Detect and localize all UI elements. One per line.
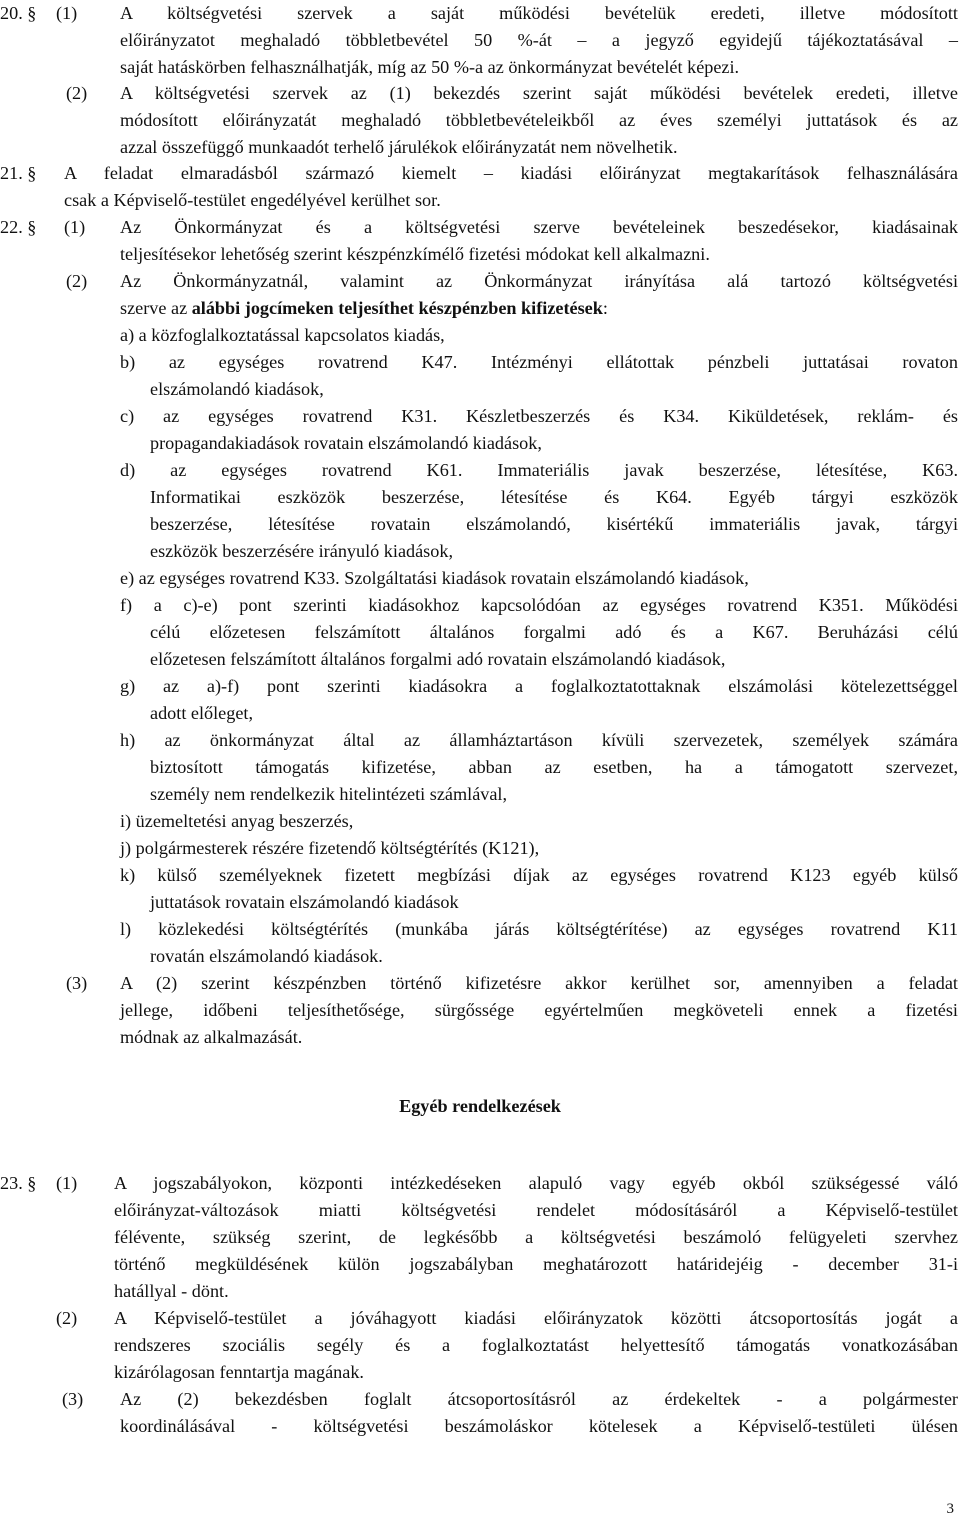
section-number-21: 21. §: [0, 163, 37, 183]
list-item-continuation: előzetesen felszámított általános forgalmi adó rovatain elszámolandó kiadások,: [150, 649, 726, 669]
text-line: előirányzat-változások miatti költségvetési rendelet módosításáról a Képviselő-testület: [114, 1200, 958, 1220]
list-item-continuation: Informatikai eszközök beszerzése, létesítése és K64. Egyéb tárgyi eszközök: [150, 487, 958, 507]
text-line: A feladat elmaradásból származó kiemelt – kiadási előirányzat megtakarítások felhasználására: [64, 163, 958, 183]
list-item-continuation: célú előzetesen felszámított általános forgalmi adó és a K67. Beruházási célú: [150, 622, 958, 642]
list-item: j) polgármesterek részére fizetendő költségtérítés (K121),: [120, 838, 540, 858]
text-line: módnak az alkalmazását.: [120, 1027, 303, 1047]
section-number-23: 23. §: [0, 1173, 37, 1193]
list-item: c) az egységes rovatrend K31. Készletbeszerzés és K34. Kiküldetések, reklám- és: [120, 406, 958, 426]
text-line: rendszeres szociális segély és a foglalkoztatást helyettesítő támogatás vonatkozásában: [114, 1335, 958, 1355]
list-item: i) üzemeltetési anyag beszerzés,: [120, 811, 354, 831]
list-item-continuation: juttatások rovatain elszámolandó kiadások: [150, 892, 459, 912]
text-line: teljesítésekor lehetőség szerint készpénzkímélő fizetési módokat kell alkalmazni.: [120, 244, 710, 264]
bold-phrase: alábbi jogcímeken teljesíthet készpénzben kifizetések: [191, 298, 603, 318]
list-item: h) az önkormányzat által az államháztartáson kívüli szervezetek, személyek számára: [120, 730, 958, 750]
text-line: koordinálásával - költségvetési beszámoláskor kötelesek a Képviselő-testületi ülésen: [120, 1416, 958, 1436]
text-line: Az (2) bekezdésben foglalt átcsoportosításról az érdekeltek - a polgármester: [120, 1389, 958, 1409]
text-line: kizárólagosan fenntartja magának.: [114, 1362, 364, 1382]
list-item-continuation: biztosított támogatás kifizetése, abban az esetben, ha a támogatott szervezet,: [150, 757, 958, 777]
paragraph-mark-20-1: (1): [56, 3, 78, 23]
paragraph-mark-23-2: (2): [56, 1308, 78, 1328]
page-number: 3: [946, 1501, 954, 1517]
list-item-continuation: propagandakiadások rovatain elszámolandó kiadások,: [150, 433, 542, 453]
text-line: hatállyal - dönt.: [114, 1281, 229, 1301]
paragraph-mark-20-2: (2): [66, 83, 88, 103]
list-item: d) az egységes rovatrend K61. Immateriális javak beszerzése, létesítése, K63.: [120, 460, 958, 480]
list-item: a) a közfoglalkoztatással kapcsolatos kiadás,: [120, 325, 445, 345]
text-line: A (2) szerint készpénzben történő kifizetésre akkor kerülhet sor, amennyiben a feladat: [120, 973, 958, 993]
list-item: g) az a)-f) pont szerinti kiadásokra a foglalkoztatottaknak elszámolási kötelezettséggel: [120, 676, 958, 696]
list-item: b) az egységes rovatrend K47. Intézményi ellátottak pénzbeli juttatásai rovaton: [120, 352, 958, 372]
paragraph-mark-23-3: (3): [62, 1389, 84, 1409]
text-line: előirányzatot meghaladó többletbevétel 50 %-át – a jegyző egyidejű tájékoztatásával –: [120, 30, 958, 50]
text-span: :: [602, 298, 608, 318]
text-line: A jogszabályokon, központi intézkedéseken alapuló vagy egyéb okból szükségessé váló: [114, 1173, 958, 1193]
text-line: módosított előirányzatát meghaladó többletbevételeikből az éves személyi juttatások és az: [120, 110, 958, 130]
list-item-continuation: adott előleget,: [150, 703, 254, 723]
text-line: félévente, szükség szerint, de legkésőbb a költségvetési beszámoló felügyeleti szervhez: [114, 1227, 958, 1247]
text-line: A Képviselő-testület a jóváhagyott kiadási előirányzatok közötti átcsoportosítás jogát a: [114, 1308, 958, 1328]
list-item: f) a c)-e) pont szerinti kiadásokhoz kapcsolódóan az egységes rovatrend K351. Működési: [120, 595, 958, 615]
list-item-continuation: elszámolandó kiadások,: [150, 379, 324, 399]
section-number-22: 22. §: [0, 217, 37, 237]
list-item-continuation: rovatán elszámolandó kiadások.: [150, 946, 383, 966]
text-span: szerve az: [120, 298, 192, 318]
paragraph-mark-23-1: (1): [56, 1173, 78, 1193]
text-line: azzal összefüggő munkaadót terhelő járulékok előirányzatát nem növelhetik.: [120, 137, 678, 157]
text-line: történő megküldésének külön jogszabályban meghatározott határidejéig - december 31-i: [114, 1254, 958, 1274]
text-line: Az Önkormányzatnál, valamint az Önkormányzat irányítása alá tartozó költségvetési: [120, 271, 958, 291]
list-item-continuation: eszközök beszerzésére irányuló kiadások,: [150, 541, 453, 561]
text-line: [120, 295, 608, 322]
list-item: k) külső személyeknek fizetett megbízási díjak az egységes rovatrend K123 egyéb külső: [120, 865, 958, 885]
text-line: Az Önkormányzat és a költségvetési szerve bevételeinek beszedésekor, kiadásainak: [120, 217, 958, 237]
text-line: jellege, időbeni teljesíthetősége, sürgőssége egyértelműen megköveteli ennek a fizetési: [120, 1000, 958, 1020]
section-heading: Egyéb rendelkezések: [399, 1096, 561, 1116]
text-line: csak a Képviselő-testület engedélyével kerülhet sor.: [64, 190, 441, 210]
paragraph-mark-22-2: (2): [66, 271, 88, 291]
list-item-continuation: beszerzése, létesítése rovatain elszámolandó, kisértékű immateriális javak, tárgyi: [150, 514, 958, 534]
section-number-20: 20. §: [0, 3, 37, 23]
paragraph-mark-22-3: (3): [66, 973, 88, 993]
text-line: A költségvetési szervek az (1) bekezdés szerint saját működési bevételek eredeti, illetve: [120, 83, 958, 103]
list-item: e) az egységes rovatrend K33. Szolgáltatási kiadások rovatain elszámolandó kiadások,: [120, 568, 749, 588]
text-line: A költségvetési szervek a saját működési bevételük eredeti, illetve módosított: [120, 3, 958, 23]
list-item-continuation: személy nem rendelkezik hitelintézeti számlával,: [150, 784, 508, 804]
text-line: saját hatáskörben felhasználhatják, míg az 50 %-a az önkormányzat bevételét képezi.: [120, 57, 740, 77]
paragraph-mark-22-1: (1): [64, 217, 86, 237]
list-item: l) közlekedési költségtérítés (munkába járás költségtérítése) az egységes rovatrend K11: [120, 919, 958, 939]
